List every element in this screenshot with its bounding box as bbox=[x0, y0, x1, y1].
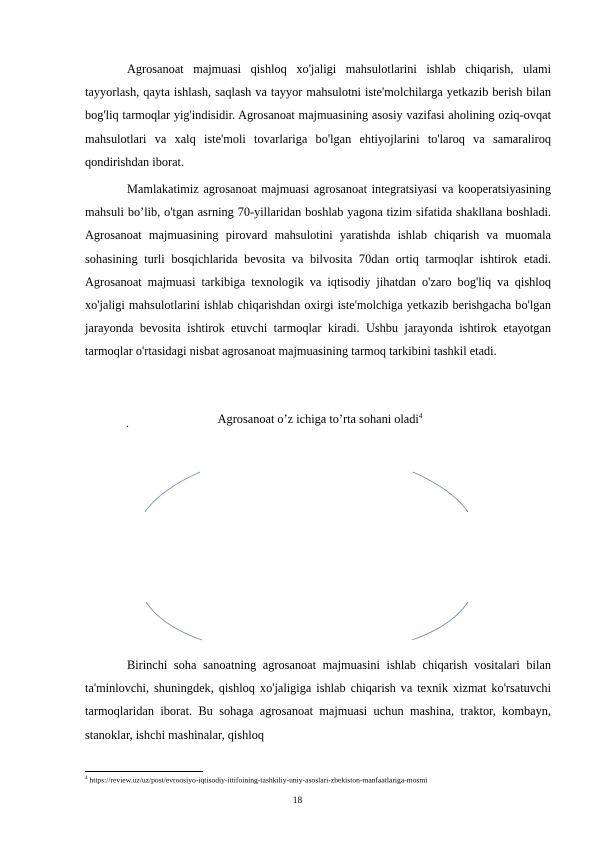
caption-text: Agrosanoat o’z ichiga to’rta sohani oladi bbox=[217, 412, 419, 427]
paragraph-first-sector: Birinchi soha sanoatning agrosanoat majmuasini ishlab chiqarish vositalari bilan ta'minlovchi, shuningdek, qishloq xo'jaligiga ishlab chiqarish va texnik xizmat ko'rsatuvchi tarmoqlaridan iborat. Bu sohaga agrosanoat majmuasi uchun mashina, traktor, kombayn, stanoklar, ishchi mashinalar, qishloq bbox=[85, 658, 551, 742]
paragraph-agrosanoat-definition: Agrosanoat majmuasi qishloq xo'jaligi mahsulotlarini ishlab chiqarish, ulami tayyorlash, qayta ishlash, saqlash va tayyor mahsulotni iste'molchilarga yetkazib berish bilan bog'liq tarmoqlar yig'indisidir. Agrosanoat majmuasining asosiy vazifasi aholining oziq-ovqat mahsulotlari va xalq iste'moli tovarlariga bo'lgan ehtiyojlarini to'laroq va samaraliroq qondirishdan iborat. bbox=[85, 62, 551, 169]
footnote-marker: 4 bbox=[85, 776, 88, 781]
footnote bbox=[85, 774, 565, 786]
bullet-dot: . bbox=[126, 416, 129, 430]
page-number: 18 bbox=[292, 796, 303, 806]
footnote-link[interactable]: https://review.uz/uz/post/evroosiyo-iqtisodiy-ittifoining-tashkiliy-uniy-asoslari-zbekiston-manfaatlariga-mosmi bbox=[89, 775, 428, 785]
diagram-arc-bottom-left bbox=[146, 602, 202, 640]
four-sectors-diagram bbox=[140, 468, 470, 644]
footnote-reference: 4 bbox=[418, 412, 423, 420]
diagram-arc-top-right bbox=[413, 472, 468, 512]
footnote-separator bbox=[85, 771, 203, 772]
figure-caption bbox=[85, 408, 555, 427]
paragraph-agrosanoat-history: Mamlakatimiz agrosanoat majmuasi agrosanoat integratsiyasi va kooperatsiyasining mahsuli bo’lib, o'tgan asrning 70-yillaridan boshlab yagona tizim sifatida shakllana boshladi. Agrosanoat majmuasining pirovard mahsulotini yaratishda ishlab chiqarish va muomala sohasining turli bosqichlarida bevosita va bilvosita 70dan ortiq tarmoqlar ishtirok etadi. Agrosanoat majmuasi tarkibiga texnologik va iqtisodiy jihatdan o'zaro bog'liq va qishloq xo'jaligi mahsulotlarini ishlab chiqarishdan oxirgi iste'molchiga yetkazib berishgacha bo'lgan jarayonda bevosita ishtirok etuvchi tarmoqlar kiradi. Ushbu jarayonda ishtirok etayotgan tarmoqlar o'rtasidagi nisbat agrosanoat majmuasining tarmoq tarkibini tashkil etadi. bbox=[85, 182, 551, 359]
diagram-arc-bottom-right bbox=[412, 602, 468, 640]
diagram-arc-top-left bbox=[145, 472, 200, 512]
